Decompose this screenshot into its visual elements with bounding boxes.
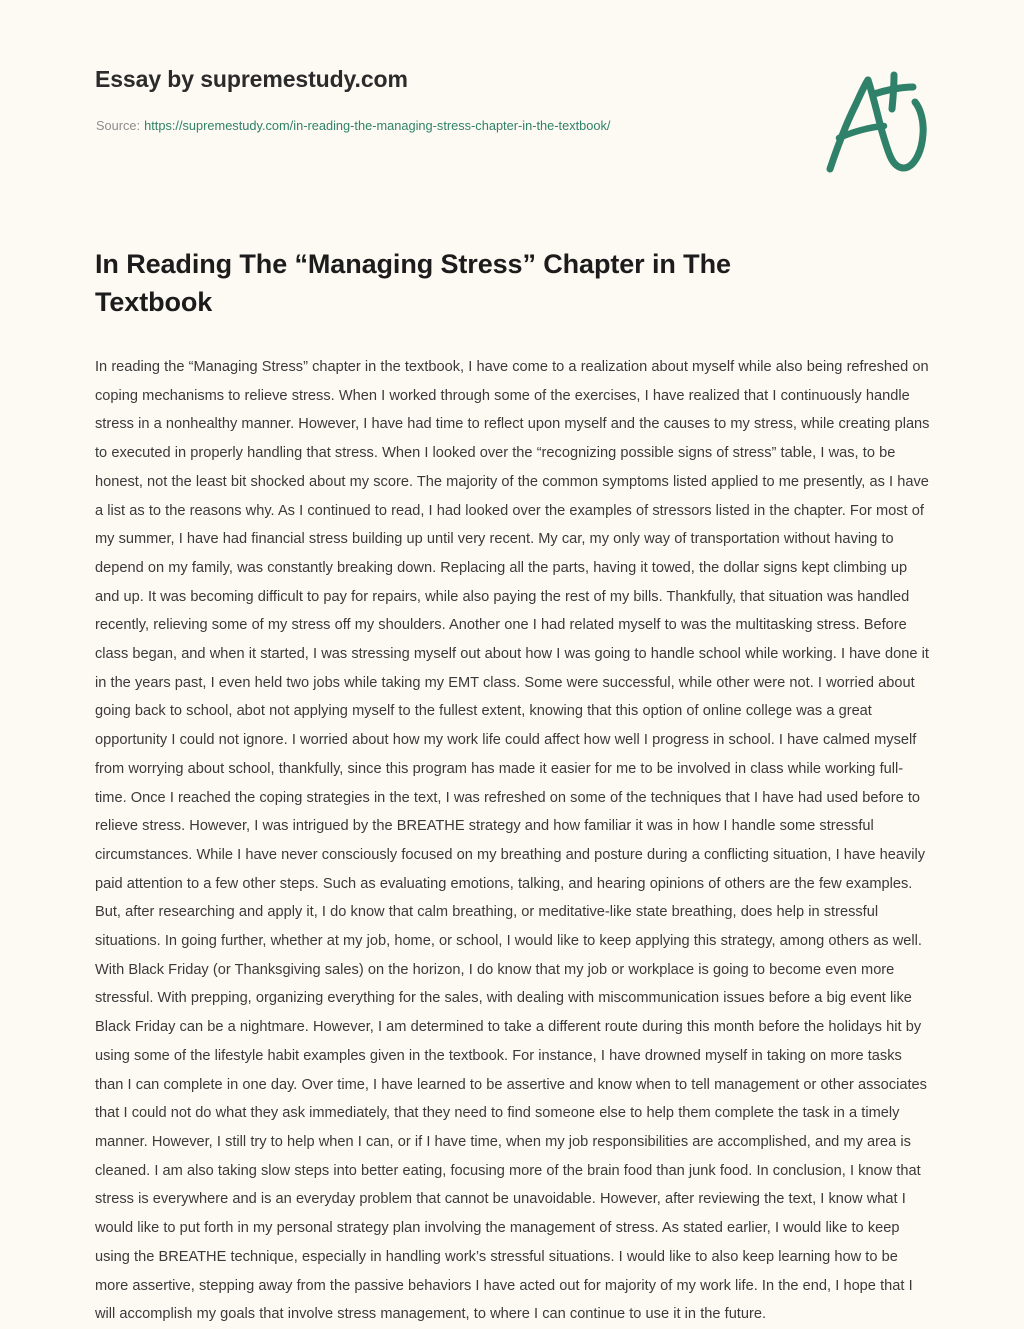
article-body bbox=[95, 353, 933, 1329]
article bbox=[95, 245, 933, 1329]
source-label: Source: bbox=[96, 118, 141, 133]
source-line bbox=[96, 118, 610, 134]
source-url-link[interactable]: https://supremestudy.com/in-reading-the-managing-stress-chapter-in-the-textbook/ bbox=[144, 118, 611, 133]
a-plus-logo-svg bbox=[818, 62, 938, 187]
a-plus-logo-icon bbox=[818, 62, 938, 187]
article-paragraph: In reading the “Managing Stress” chapter in the textbook, I have come to a realization about myself while also being refreshed on coping mechanisms to relieve stress. When I worked through some of the exercises, I have realized that I continuously handle stress in a nonhealthy manner. However, I have had time to reflect upon myself and the causes to my stress, while creating plans to executed in properly handling that stress. When I looked over the “recognizing possible signs of stress” table, I was, to be honest, not the least bit shocked about my score. The majority of the common symptoms listed applied to me presently, as I have a list as to the reasons why. As I continued to read, I had looked over the examples of stressors listed in the chapter. For most of my summer, I have had financial stress building up until very recent. My car, my only way of transportation without having to depend on my family, was constantly breaking down. Replacing all the parts, having it towed, the dollar signs kept climbing up and up. It was becoming difficult to pay for repairs, while also paying the rest of my bills. Thankfully, that situation was handled recently, relieving some of my stress off my shoulders. Another one I had related myself to was the multitasking stress. Before class began, and when it started, I was stressing myself out about how I was going to handle school while working. I have done it in the years past, I even held two jobs while taking my EMT class. Some were successful, while other were not. I worried about going back to school, abot not applying myself to the fullest extent, knowing that this option of online college was a great opportunity I could not ignore. I worried about how my work life could affect how well I progress in school. I have calmed myself from worrying about school, thankfully, since this program has made it easier for me to be involved in class while working full-time. Once I reached the coping strategies in the text, I was refreshed on some of the techniques that I have had used before to relieve stress. However, I was intrigued by the BREATHE strategy and how familiar it was in how I handle some stressful circumstances. While I have never consciously focused on my breathing and posture during a conflicting situation, I have heavily paid attention to a few other steps. Such as evaluating emotions, talking, and hearing opinions of others are the few examples. But, after researching and apply it, I do know that calm breathing, or meditative-like state breathing, does help in stressful situations. In going further, whether at my job, home, or school, I would like to keep applying this strategy, among others as well. With Black Friday (or Thanksgiving sales) on the horizon, I do know that my job or workplace is going to become even more stressful. With prepping, organizing everything for the sales, with dealing with miscommunication issues before a big event like Black Friday can be a nightmare. However, I am determined to take a different route during this month before the holidays hit by using some of the lifestyle habit examples given in the textbook. For instance, I have drowned myself in taking on more tasks than I can complete in one day. Over time, I have learned to be assertive and know when to tell management or other associates that I could not do what they ask immediately, that they need to find someone else to help them complete the task in a timely manner. However, I still try to help when I can, or if I have time, when my job responsibilities are accomplished, and my area is cleaned. I am also taking slow steps into better eating, focusing more of the brain food than junk food. In conclusion, I know that stress is everywhere and is an everyday problem that cannot be unavoidable. However, after reviewing the text, I know what I would like to put forth in my personal strategy plan involving the management of stress. As stated earlier, I would like to keep using the BREATHE technique, especially in handling work’s stressful situations. I would like to also keep learning how to be more assertive, stepping away from the passive behaviors I have acted out for majority of my work life. In the end, I hope that I will accomplish my goals that involve stress management, to where I can continue to use it in the future. bbox=[95, 359, 930, 1323]
page-title: In Reading The “Managing Stress” Chapter in The Textbook bbox=[95, 249, 731, 317]
page-header bbox=[0, 0, 1024, 200]
brand-title: Essay by supremestudy.com bbox=[95, 66, 408, 92]
